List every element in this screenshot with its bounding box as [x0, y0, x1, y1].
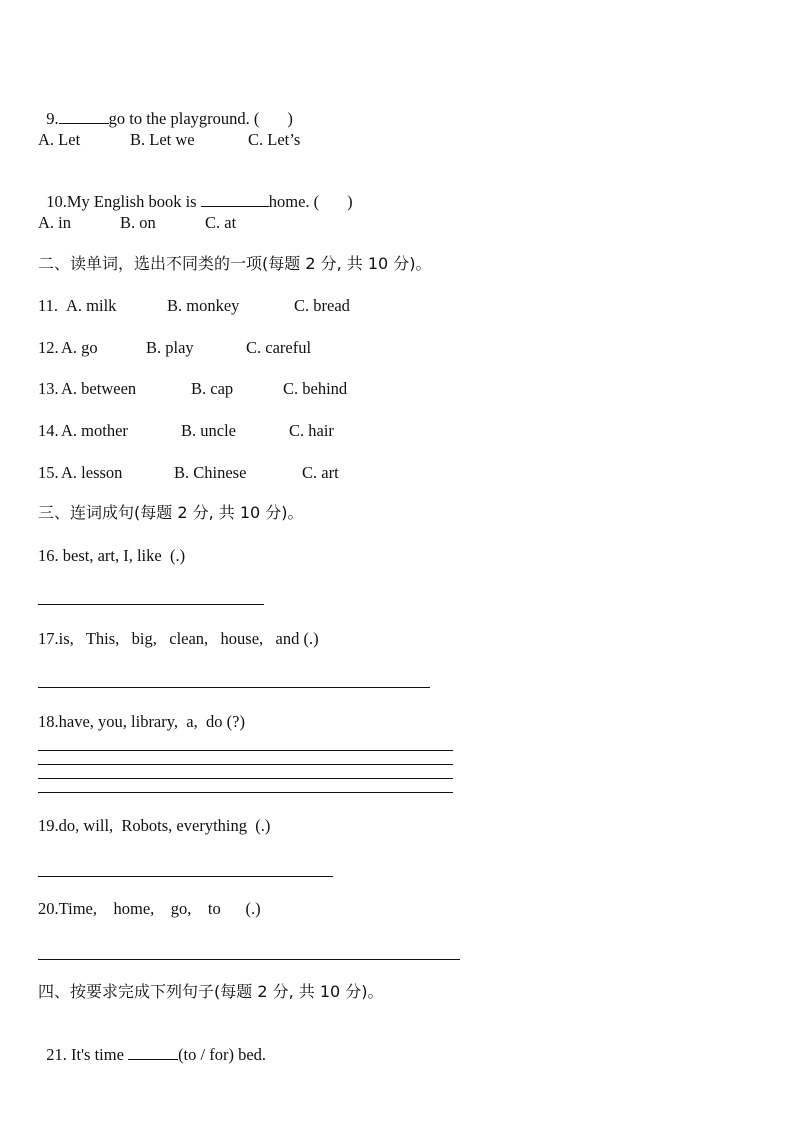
- section-4-title: 四、按要求完成下列句子(每题 2 分, 共 10 分)。: [38, 982, 384, 1001]
- option-a: A. milk: [66, 296, 117, 315]
- answer-blank[interactable]: [201, 191, 269, 207]
- option-a: A. lesson: [61, 463, 123, 482]
- option-c: C. hair: [289, 421, 334, 440]
- question-text-after: home. (: [268, 192, 320, 211]
- option-c: C. careful: [246, 338, 312, 357]
- answer-paren-close: ): [287, 109, 293, 128]
- question-11-number: 11.: [38, 296, 59, 315]
- question-18: 18.have, you, library, a, do (?): [38, 712, 245, 731]
- option-a: A. in: [38, 213, 71, 232]
- question-12-number: 12.: [38, 338, 59, 357]
- answer-line[interactable]: [38, 959, 460, 960]
- option-c: C. at: [205, 213, 237, 232]
- question-17: 17.is, This, big, clean, house, and (.): [38, 629, 319, 648]
- question-number: 10.: [46, 192, 67, 211]
- question-text: go to the playground. (: [108, 109, 260, 128]
- option-b: B. Chinese: [174, 463, 247, 482]
- question-10: [38, 171, 353, 212]
- answer-line[interactable]: [38, 687, 430, 688]
- option-b: B. monkey: [167, 296, 240, 315]
- option-a: A. mother: [61, 421, 128, 440]
- question-19: 19.do, will, Robots, everything (.): [38, 816, 271, 835]
- answer-blank[interactable]: [128, 1044, 178, 1060]
- option-b: B. play: [146, 338, 194, 357]
- answer-blank[interactable]: [59, 108, 109, 124]
- answer-line[interactable]: [38, 792, 453, 793]
- option-a: A. between: [61, 379, 137, 398]
- answer-line[interactable]: [38, 876, 333, 877]
- question-13-number: 13.: [38, 379, 59, 398]
- section-2-title: 二、读单词，选出不同类的一项(每题 2 分, 共 10 分)。: [38, 254, 432, 273]
- question-text: 21. It's time: [46, 1045, 124, 1064]
- question-14-number: 14.: [38, 421, 59, 440]
- question-15-number: 15.: [38, 463, 59, 482]
- answer-line[interactable]: [38, 764, 453, 765]
- option-b: B. uncle: [181, 421, 236, 440]
- option-c: C. bread: [294, 296, 350, 315]
- option-c: C. Let’s: [248, 130, 301, 149]
- answer-line[interactable]: [38, 604, 264, 605]
- question-16: 16. best, art, I, like (.): [38, 546, 186, 565]
- section-3-title: 三、连词成句(每题 2 分, 共 10 分)。: [38, 503, 304, 522]
- question-21: [38, 1024, 266, 1065]
- option-b: B. Let we: [130, 130, 195, 149]
- option-a: A. Let: [38, 130, 81, 149]
- answer-line[interactable]: [38, 778, 453, 779]
- question-text: My English book is: [66, 192, 197, 211]
- option-c: C. behind: [283, 379, 348, 398]
- answer-paren-close: ): [347, 192, 353, 211]
- option-b: B. on: [120, 213, 156, 232]
- question-text-after: (to / for) bed.: [178, 1045, 267, 1064]
- option-b: B. cap: [191, 379, 234, 398]
- option-a: A. go: [61, 338, 98, 357]
- answer-line[interactable]: [38, 750, 453, 751]
- option-c: C. art: [302, 463, 339, 482]
- question-9: [38, 88, 293, 129]
- question-20: 20.Time, home, go, to (.): [38, 899, 261, 918]
- question-number: 9.: [46, 109, 59, 128]
